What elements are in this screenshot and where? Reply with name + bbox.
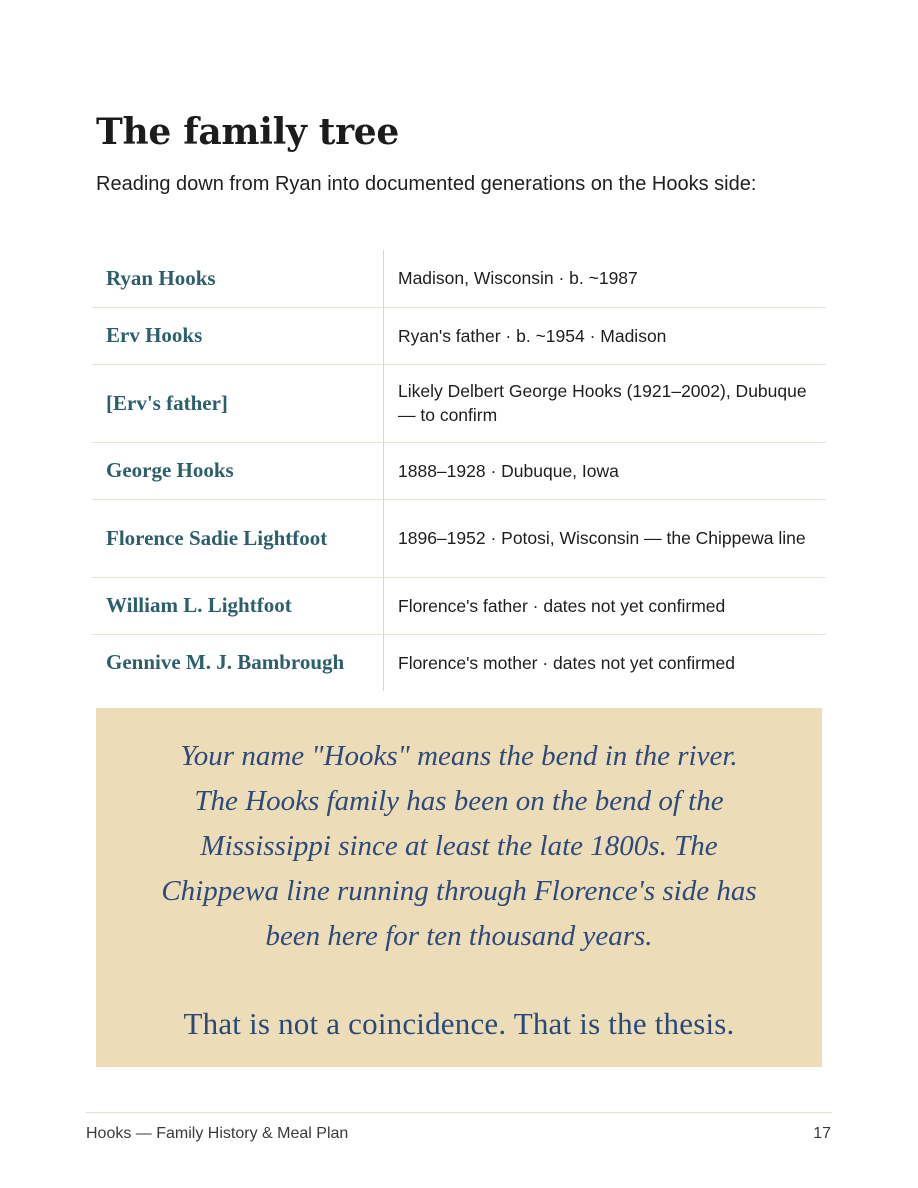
table-row [92, 307, 826, 364]
person-name: George Hooks [92, 442, 384, 499]
family-tree-table [92, 250, 826, 691]
table-row [92, 250, 826, 307]
callout-box [96, 708, 822, 1067]
page-title: The family tree [96, 111, 400, 153]
footer-title: Hooks — Family History & Meal Plan [86, 1125, 349, 1142]
person-name: Gennive M. J. Bambrough [92, 634, 384, 691]
person-detail: Likely Delbert George Hooks (1921–2002), Dubuque — to confirm [384, 364, 827, 442]
callout-thesis: That is not a coincidence. That is the thesis. [183, 1006, 735, 1041]
footer-divider [86, 1112, 832, 1113]
table-row [92, 442, 826, 499]
intro-paragraph: Reading down from Ryan into documented generations on the Hooks side: [96, 173, 757, 195]
callout-quote: Your name "Hooks" means the bend in the river. The Hooks family has been on the bend of the Mississippi since at least the late 1800s. The Chippewa line running through Florence's side has been here for ten thousand years. [161, 740, 757, 952]
person-name: [Erv's father] [92, 364, 384, 442]
person-name: Ryan Hooks [92, 250, 384, 307]
person-name: William L. Lightfoot [92, 577, 384, 634]
table-row [92, 499, 826, 577]
person-detail: 1888–1928 · Dubuque, Iowa [384, 442, 827, 499]
table-row [92, 364, 826, 442]
person-detail: Florence's father · dates not yet confirmed [384, 577, 827, 634]
page-number: 17 [813, 1125, 831, 1142]
person-detail: Ryan's father · b. ~1954 · Madison [384, 307, 827, 364]
person-detail: 1896–1952 · Potosi, Wisconsin — the Chippewa line [384, 499, 827, 577]
person-detail: Florence's mother · dates not yet confirmed [398, 652, 735, 673]
person-detail: Madison, Wisconsin · b. ~1987 [384, 250, 827, 307]
table-row [92, 577, 826, 634]
table-row [92, 634, 826, 691]
person-name: Florence Sadie Lightfoot [92, 499, 384, 577]
person-name: Erv Hooks [92, 307, 384, 364]
